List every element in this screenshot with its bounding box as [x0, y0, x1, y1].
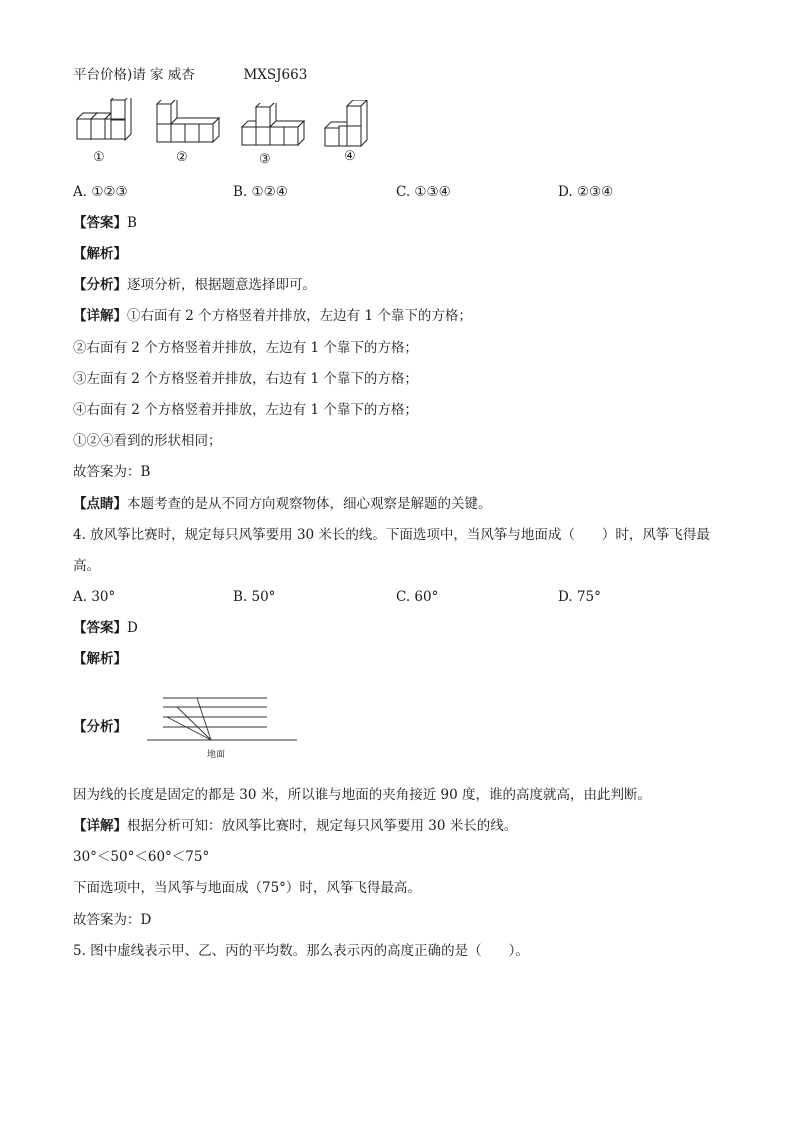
q3-analysis-tag: 【解析】 [73, 246, 127, 262]
q3-conclusion: 故答案为：B [73, 464, 151, 480]
q4-fenxi-tag: 【分析】 [73, 719, 127, 735]
figure-label-1: ① [93, 150, 105, 165]
q4-detail: 【详解】根据分析可知：放风筝比赛时，规定每只风筝要用 30 米长的线。 [73, 818, 518, 834]
q4-conclusion: 故答案为：D [73, 912, 152, 928]
q4-analysis-tag: 【解析】 [73, 651, 127, 667]
cube-figure-3 [240, 103, 306, 147]
q4-option-a: A. 30° [73, 589, 116, 605]
cube-figure-4 [323, 100, 373, 150]
answer-value: B [127, 215, 137, 231]
cube-figure-2 [155, 100, 221, 144]
q3-answer [73, 214, 137, 232]
q3-option-a: A. ①②③ [73, 184, 128, 200]
q3-detail-2: ②右面有 2 个方格竖着并排放，左边有 1 个靠下的方格； [73, 340, 418, 356]
q3-option-d: D. ②③④ [558, 184, 614, 200]
figure-label-2: ② [176, 150, 188, 165]
header-text: 平台价格)请 家 威杏 [73, 67, 195, 83]
header-line [73, 66, 307, 84]
q4-result: 下面选项中，当风筝与地面成（75°）时，风筝飞得最高。 [73, 880, 421, 896]
ground-label: 地面 [207, 750, 226, 760]
q3-fenxi: 【分析】逐项分析，根据题意选择即可。 [73, 277, 316, 293]
kite-angle-diagram [145, 690, 300, 750]
q3-option-c: C. ①③④ [396, 184, 451, 200]
q3-option-b: B. ①②④ [233, 184, 288, 200]
q4-explain: 因为线的长度是固定的都是 30 米，所以谁与地面的夹角接近 90 度，谁的高度就高，由此判断。 [73, 787, 652, 803]
q4-stem-line-2: 高。 [73, 558, 100, 574]
q4-option-b: B. 50° [233, 589, 276, 605]
header-code: MXSJ663 [243, 67, 308, 83]
q3-comment: 【点睛】本题考查的是从不同方向观察物体，细心观察是解题的关键。 [73, 496, 492, 512]
cube-figure-1 [75, 98, 137, 148]
answer-tag: 【答案】 [73, 215, 127, 231]
q4-option-c: C. 60° [396, 589, 439, 605]
q3-detail-3: ③左面有 2 个方格竖着并排放，右边有 1 个靠下的方格； [73, 371, 418, 387]
q4-option-d: D. 75° [558, 589, 601, 605]
q5-stem: 5. 图中虚线表示甲、乙、丙的平均数。那么表示丙的高度正确的是（ ）。 [73, 943, 529, 959]
q3-detail-1: 【详解】①右面有 2 个方格竖着并排放，左边有 1 个靠下的方格； [73, 308, 472, 324]
q3-detail-5: ①②④看到的形状相同； [73, 433, 222, 449]
q4-compare: 30°＜50°＜60°＜75° [73, 849, 210, 865]
q4-answer: 【答案】D [73, 620, 138, 636]
figure-label-4: ④ [344, 149, 356, 164]
q4-stem-line-1: 4. 放风筝比赛时，规定每只风筝要用 30 米长的线。下面选项中，当风筝与地面成（ ）时，风筝飞得最 [73, 527, 710, 543]
figure-label-3: ③ [259, 152, 271, 167]
q3-detail-4: ④右面有 2 个方格竖着并排放，左边有 1 个靠下的方格； [73, 402, 418, 418]
